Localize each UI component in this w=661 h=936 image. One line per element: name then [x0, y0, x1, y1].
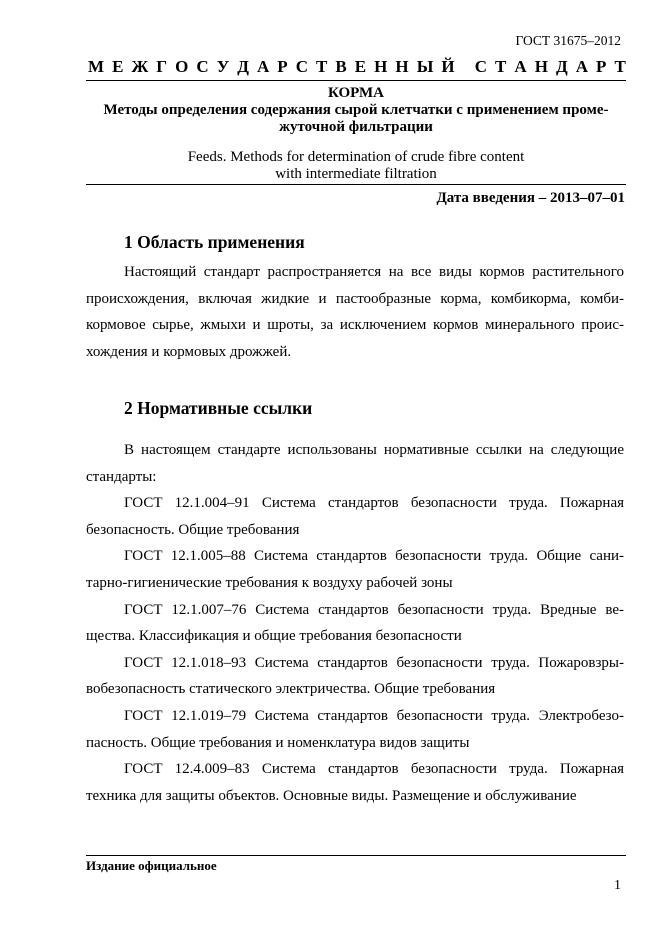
reference-line: тарно-гигиенические требования к воздуху рабочей зоны: [86, 574, 453, 591]
banner-letter: А: [256, 57, 270, 76]
reference-line: пасность. Общие требования и номенклатура видов защиты: [86, 734, 470, 751]
banner-letter: Р: [277, 57, 288, 76]
title-line: with intermediate filtration: [275, 166, 437, 182]
banner-letter: Р: [596, 57, 607, 76]
banner-letter: Е: [112, 57, 124, 76]
footer-rule: [86, 855, 626, 856]
banner-letter: Д: [237, 57, 249, 76]
banner-letter: А: [575, 57, 588, 76]
text-line: происхождения, включая жидкие и пастообразные корма, комбикорма, комби-: [86, 290, 624, 307]
title-line: Методы определения содержания сырой клетчатки с применением проме-: [103, 102, 609, 118]
doc-title: КОРМА: [327, 85, 385, 101]
banner-letter: Й: [441, 57, 455, 76]
section-1-heading: 1 Область применения: [124, 232, 305, 252]
banner-rule: [86, 80, 626, 81]
banner-letter: А: [514, 57, 527, 76]
reference-line: щества. Классификация и общие требования безопасности: [86, 628, 462, 645]
title-line: жуточной фильтрации: [279, 119, 433, 135]
doc-title-english: [86, 149, 626, 183]
text-line: В настоящем стандарте использованы нормативные ссылки на следующие: [124, 442, 624, 458]
banner-letter: С: [196, 57, 209, 76]
banner-letter: М: [88, 57, 105, 76]
reference-line: вобезопасность статического электричества. Общие требования: [86, 681, 496, 698]
page-number: 1: [614, 878, 621, 893]
section-2-heading: 2 Нормативные ссылки: [124, 398, 313, 418]
text-line: стандарты:: [86, 468, 157, 485]
standard-banner: [88, 57, 626, 77]
banner-letter: В: [335, 57, 347, 76]
banner-letter: Т: [495, 57, 507, 76]
reference-line: техника для защиты объектов. Основные виды. Размещение и обслуживание: [86, 787, 577, 804]
banner-letter: Т: [316, 57, 328, 76]
banner-letter: Н: [395, 57, 409, 76]
reference-line: ГОСТ 12.1.005–88 Система стандартов безопасности труда. Общие сани-: [124, 548, 624, 565]
banner-letter: Г: [156, 57, 168, 76]
banner-letter: О: [175, 57, 189, 76]
reference-line: ГОСТ 12.4.009–83 Система стандартов безопасности труда. Пожарная: [124, 761, 624, 778]
banner-letter: Ы: [416, 57, 434, 76]
banner-letter: С: [474, 57, 487, 76]
section-1-paragraph: [86, 259, 624, 365]
banner-letter: Н: [374, 57, 388, 76]
banner-letter: У: [216, 57, 230, 76]
document-code: ГОСТ 31675–2012: [515, 33, 621, 48]
banner-letter: Д: [555, 57, 568, 76]
banner-letter: С: [295, 57, 308, 76]
introduction-date: Дата введения – 2013–07–01: [436, 190, 625, 206]
doc-title-russian: [86, 102, 626, 136]
section-2-body: [86, 437, 624, 809]
banner-gap: [463, 57, 467, 77]
reference-line: безопасность. Общие требования: [86, 521, 300, 538]
banner-letter: Н: [534, 57, 548, 76]
reference-line: ГОСТ 12.1.019–79 Система стандартов безопасности труда. Электробезо-: [124, 707, 624, 724]
reference-line: ГОСТ 12.1.004–91 Система стандартов безопасности труда. Пожарная: [124, 495, 624, 512]
text-line: хождения и кормовых дрожжей.: [86, 343, 292, 360]
banner-letter: Е: [354, 57, 367, 76]
banner-letter: Ж: [131, 57, 149, 76]
title-line: Feeds. Methods for determination of crude fibre content: [187, 149, 525, 165]
text-line: Настоящий стандарт распространяется на все виды кормов растительного: [124, 264, 624, 280]
official-edition-label: Издание официальное: [86, 858, 217, 873]
reference-line: ГОСТ 12.1.018–93 Система стандартов безопасности труда. Пожаровзры-: [124, 654, 624, 671]
title-rule: [86, 184, 626, 185]
text-line: кормовое сырье, жмыхи и шроты, за исключением кормов минерального проис-: [86, 317, 624, 334]
banner-letter: Т: [614, 57, 626, 76]
reference-line: ГОСТ 12.1.007–76 Система стандартов безопасности труда. Вредные ве-: [124, 601, 624, 618]
